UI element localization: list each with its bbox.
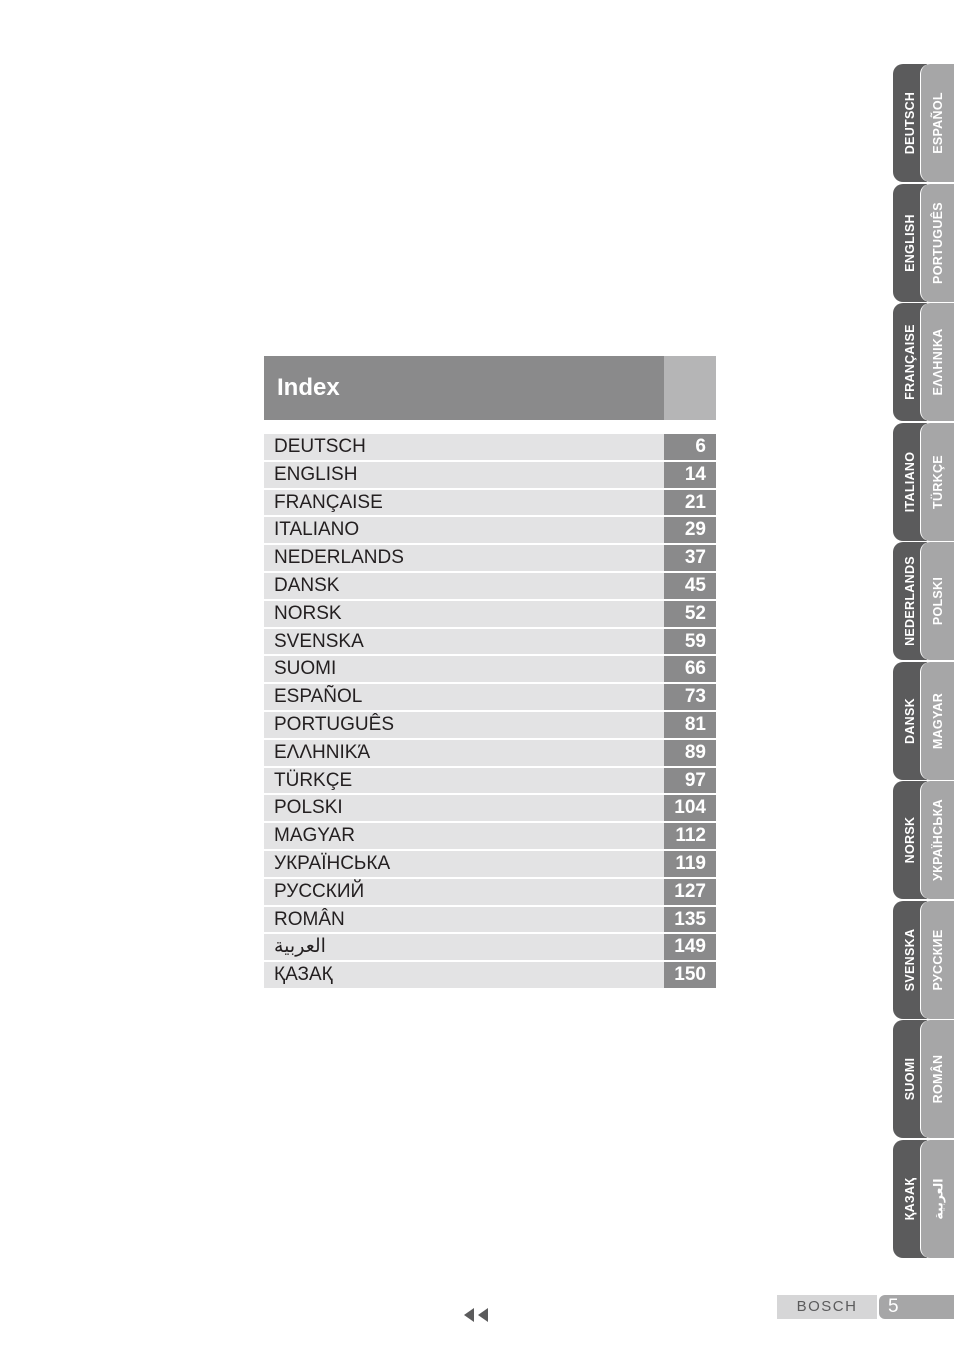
index-row-label: NEDERLANDS (274, 547, 404, 569)
index-row-label: NORSK (274, 602, 342, 624)
index-row-page: 29 (664, 517, 716, 543)
index-row[interactable] (264, 490, 716, 516)
index-rows (264, 434, 716, 990)
index-title: Index (277, 374, 340, 401)
index-row-page: 150 (664, 962, 716, 988)
index-row-page: 97 (664, 768, 716, 794)
language-tab-label: NEDERLANDS (903, 556, 917, 646)
language-tab[interactable] (920, 423, 954, 541)
index-row[interactable] (264, 629, 716, 655)
index-table (264, 356, 716, 986)
index-row[interactable] (264, 434, 716, 460)
language-tab-label: РУССКИЕ (930, 928, 945, 991)
language-tab[interactable] (920, 1140, 954, 1258)
language-tab-label: PORTUGUÊS (930, 201, 945, 284)
language-tab[interactable] (920, 542, 954, 660)
index-row-label: DANSK (274, 574, 340, 596)
language-tab[interactable] (920, 303, 954, 421)
double-left-arrow-icon[interactable] (463, 1307, 493, 1323)
index-row-page: 112 (664, 823, 716, 849)
language-tab-label: DEUTSCH (903, 91, 917, 155)
index-row-page: 66 (664, 656, 716, 682)
language-tab[interactable] (920, 64, 954, 182)
index-header-side (664, 356, 716, 420)
index-row-page: 73 (664, 684, 716, 710)
index-row-label: ESPAÑOL (274, 686, 363, 708)
language-tab-label: ITALIANO (903, 451, 917, 512)
index-row-page: 119 (664, 851, 716, 877)
index-row-label: ITALIANO (274, 519, 360, 541)
index-row-label: العربية (274, 936, 326, 958)
index-row-label: РУССКИЙ (274, 880, 365, 902)
index-row-label: ROMÂN (274, 908, 345, 930)
index-row[interactable] (264, 573, 716, 599)
index-row-label: ENGLISH (274, 463, 358, 485)
index-row-page: 59 (664, 629, 716, 655)
index-row[interactable] (264, 712, 716, 738)
index-row-page: 135 (664, 907, 716, 933)
index-row-label: PORTUGUÊS (274, 713, 395, 735)
language-tab-label: ENGLISH (903, 213, 917, 272)
index-row[interactable] (264, 517, 716, 543)
language-tab-label: ΕΛΛΗΝΙΚΑ (930, 328, 945, 396)
index-row-label: УКРАЇНСЬКА (274, 852, 391, 874)
index-row[interactable] (264, 907, 716, 933)
index-row-page: 14 (664, 462, 716, 488)
language-tab-label: MAGYAR (930, 692, 945, 749)
index-row[interactable] (264, 879, 716, 905)
index-row-label: TÜRKÇE (274, 769, 353, 791)
language-tab-label: DANSK (903, 697, 917, 744)
index-row[interactable] (264, 740, 716, 766)
language-tab-label: TÜRKÇE (930, 454, 945, 509)
index-row-label: ҚАЗАҚ (274, 964, 333, 986)
index-row-page: 149 (664, 934, 716, 960)
brand-label: BOSCH (796, 1298, 858, 1315)
index-row-page: 52 (664, 601, 716, 627)
index-row[interactable] (264, 684, 716, 710)
index-row[interactable] (264, 462, 716, 488)
language-tab-label: NORSK (903, 816, 917, 864)
language-tab-label: УКРАЇНСЬКА (930, 799, 945, 881)
language-tab-label: SVENSKA (903, 928, 917, 991)
index-row-label: DEUTSCH (274, 436, 366, 457)
index-row-page: 37 (664, 545, 716, 571)
index-row-page: 104 (664, 795, 716, 821)
language-tab[interactable] (920, 184, 954, 302)
index-row-page: 81 (664, 712, 716, 738)
brand-box (777, 1295, 877, 1319)
index-row[interactable] (264, 823, 716, 849)
index-row-label: ΕΛΛΗΝΙΚΆ (274, 741, 371, 763)
page-number-box (879, 1295, 954, 1319)
language-tab-label: FRANÇAISE (903, 324, 917, 400)
language-tab-label: POLSKI (930, 576, 945, 626)
language-tab[interactable] (920, 781, 954, 899)
language-tab[interactable] (920, 901, 954, 1019)
index-row-label: SVENSKA (274, 630, 364, 652)
index-row-label: FRANÇAISE (274, 491, 383, 513)
language-tab-label: ROMÂN (930, 1054, 945, 1104)
index-row[interactable] (264, 795, 716, 821)
index-row-page: 89 (664, 740, 716, 766)
index-row-label: MAGYAR (274, 825, 355, 847)
language-tab-label: ҚАЗАҚ (903, 1177, 917, 1220)
index-header (264, 356, 716, 420)
index-row-page: 45 (664, 573, 716, 599)
index-row-page: 127 (664, 879, 716, 905)
language-tab-label: العربية (931, 1177, 945, 1220)
index-row-label: POLSKI (274, 797, 343, 819)
index-row[interactable] (264, 934, 716, 960)
index-row[interactable] (264, 851, 716, 877)
language-tab[interactable] (920, 662, 954, 780)
index-row[interactable] (264, 545, 716, 571)
page-number: 5 (888, 1296, 899, 1317)
index-row-label: SUOMI (274, 658, 337, 680)
index-row-page: 6 (664, 434, 716, 460)
language-tab-label: ESPAÑOL (930, 92, 945, 154)
index-row[interactable] (264, 768, 716, 794)
index-row[interactable] (264, 656, 716, 682)
index-row[interactable] (264, 962, 716, 988)
language-tab[interactable] (920, 1020, 954, 1138)
language-tab-label: SUOMI (903, 1057, 917, 1101)
index-row-page: 21 (664, 490, 716, 516)
index-row[interactable] (264, 601, 716, 627)
